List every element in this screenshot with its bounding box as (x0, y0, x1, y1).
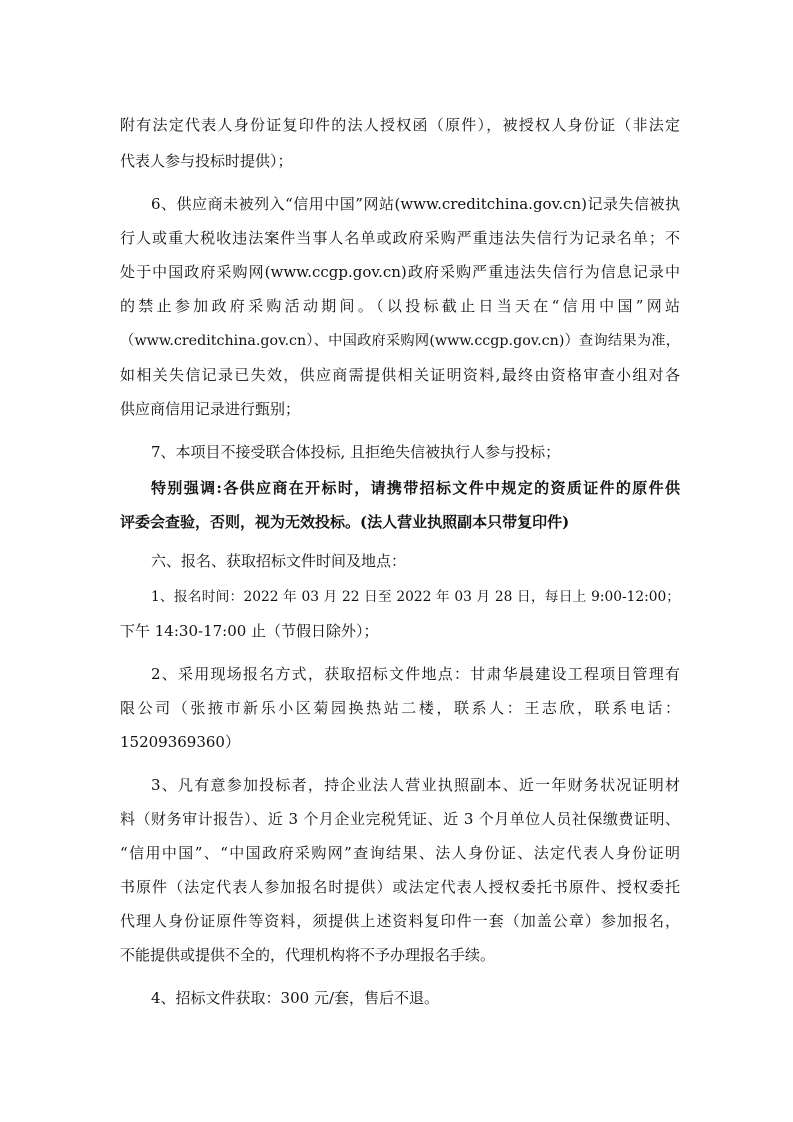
text-line: 限公司（张掖市新乐小区菊园换热站二楼，联系人：王志欣，联系电话： (120, 699, 680, 717)
text-line: 15209369360） (120, 733, 240, 751)
emphasis-line: 特别强调:各供应商在开标时，请携带招标文件中规定的资质证件的原件供 (151, 479, 680, 497)
text-line: 2、采用现场报名方式，获取招标文件地点：甘肃华晨建设工程项目管理有 (151, 665, 680, 683)
text-line: 行人或重大税收违法案件当事人名单或政府采购严重违法失信行为记录名单；不 (120, 229, 680, 247)
text-line: 不能提供或提供不全的，代理机构将不予办理报名手续。 (120, 946, 496, 964)
text-line: 的禁止参加政府采购活动期间。（以投标截止日当天在“信用中国”网站 (120, 297, 680, 315)
text-line: 3、凡有意参加投标者，持企业法人营业执照副本、近一年财务状况证明材 (151, 776, 680, 794)
text-line: 4、招标文件获取：300 元/套，售后不退。 (151, 989, 439, 1007)
text-line: 7、本项目不接受联合体投标, 且拒绝失信被执行人参与投标； (151, 443, 561, 461)
text-line: 供应商信用记录进行甄别； (120, 400, 301, 418)
text-line: 代表人参与投标时提供）； (120, 152, 293, 170)
text-line: “信用中国”、“中国政府采购网”查询结果、法人身份证、法定代表人身份证明 (120, 844, 680, 862)
section-heading: 六、报名、获取招标文件时间及地点： (151, 552, 407, 570)
text-line: 料（财务审计报告）、近 3 个月企业完税凭证、近 3 个月单位人员社保缴费证明、 (120, 810, 680, 828)
emphasis-line: 评委会查验，否则，视为无效投标。(法人营业执照副本只带复印件) (120, 513, 570, 531)
text-line: 6、供应商未被列入“信用中国”网站(www.creditchina.gov.cn)记录失信被执 (151, 195, 680, 213)
text-line: 代理人身份证原件等资料，须提供上述资料复印件一套（加盖公章）参加报名， (120, 912, 680, 930)
text-line: 下午 14:30-17:00 止（节假日除外）； (120, 622, 379, 640)
text-line: 书原件（法定代表人参加报名时提供）或法定代表人授权委托书原件、授权委托 (120, 878, 680, 896)
text-line: 处于中国政府采购网(www.ccgp.gov.cn)政府采购严重违法失信行为信息记录中 (120, 263, 680, 281)
text-line: （www.creditchina.gov.cn）、中国政府采购网(www.ccgp.gov.cn)）查询结果为准， (120, 333, 680, 349)
text-line: 如相关失信记录已失效，供应商需提供相关证明资料,最终由资格审查小组对各 (120, 366, 680, 384)
text-line: 附有法定代表人身份证复印件的法人授权函（原件），被授权人身份证（非法定 (120, 116, 680, 134)
text-line: 1、报名时间：2022 年 03 月 22 日至 2022 年 03 月 28 日，每日上 9:00-12:00； (151, 589, 680, 605)
